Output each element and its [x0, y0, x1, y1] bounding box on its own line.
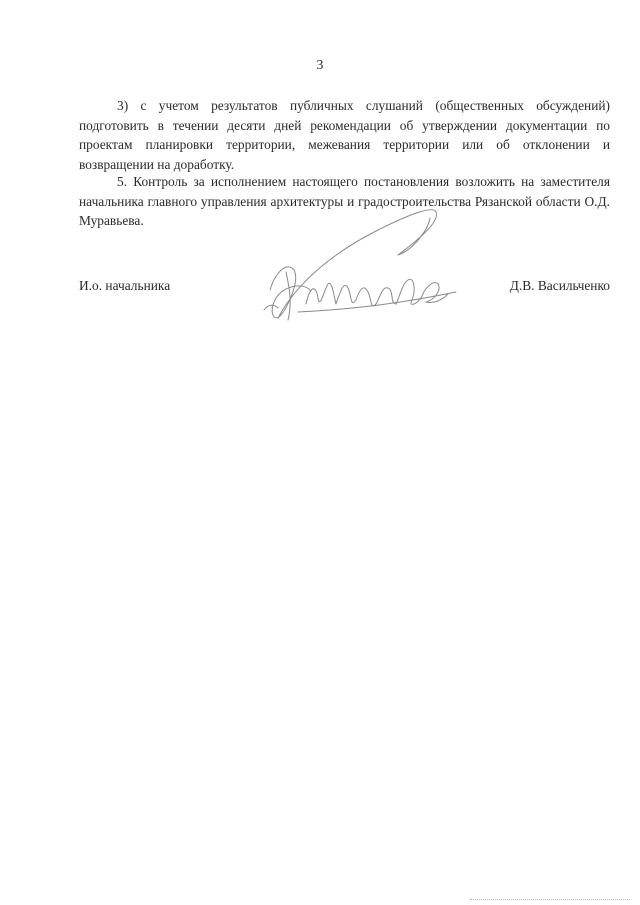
paragraph-item-5: 5. Контроль за исполнением настоящего постановления возложить на заместителя начальника главного управления архитектуры и градостроительства Рязанской области О.Д. Муравьева.	[79, 174, 610, 228]
signature-icon	[258, 200, 478, 340]
paragraph-item-3: 3) с учетом результатов публичных слушаний (общественных обсуждений) подготовить в течении десяти дней рекомендации об утверждении документации по проектам планировки территории, межевания территории или об отклонении и возвращении на доработку.	[79, 98, 610, 172]
scan-edge-line	[470, 899, 630, 900]
page-number: 3	[316, 58, 324, 73]
signatory-name: Д.В. Васильченко	[509, 278, 610, 293]
signatory-role: И.о. начальника	[79, 278, 171, 293]
